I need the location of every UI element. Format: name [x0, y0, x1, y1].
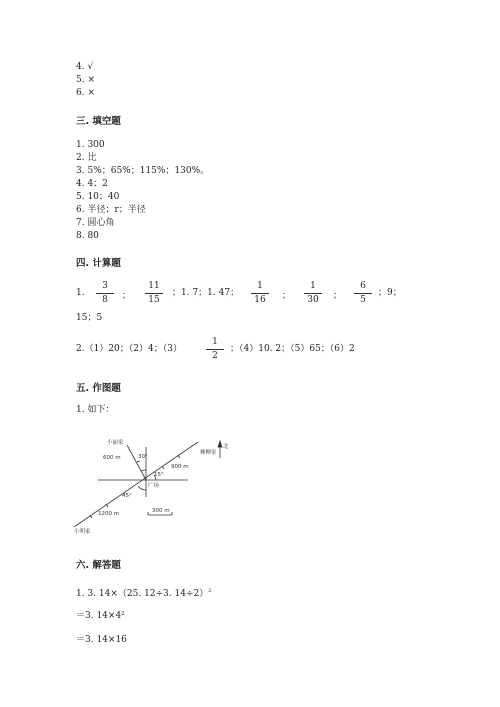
- separator: ；: [282, 291, 292, 301]
- section-title: 五. 作图题: [76, 383, 121, 394]
- label-liuliu: 柳柳家: [200, 450, 217, 456]
- answer-line: 4. √: [76, 62, 94, 72]
- label-xiaoming: 小明家: [74, 529, 91, 535]
- label-scale: 300 m: [152, 508, 170, 514]
- section-title: 六. 解答题: [76, 560, 121, 571]
- separator: ；: [122, 291, 132, 301]
- label-600m: 600 m: [103, 455, 121, 461]
- fraction: 11 15: [145, 281, 163, 306]
- liuliu-xiaoming-line: [74, 442, 198, 527]
- label-1200m: 1200 m: [98, 511, 120, 517]
- section-title: 三. 填空题: [76, 116, 121, 127]
- answer-line: 3. 5%；65%；115%；130%。: [76, 166, 210, 176]
- answer-text: ；1. 7；1. 47；: [172, 288, 240, 298]
- answer-line: 5. 10；40: [76, 192, 120, 202]
- fraction: 1 2: [206, 337, 224, 362]
- answer-line: 6. ×: [76, 88, 95, 98]
- fraction: 6 5: [354, 281, 372, 306]
- answer-text: 15；5: [76, 313, 103, 323]
- label-xiaoli: 小丽家: [107, 440, 124, 446]
- solution-line: ＝3. 14×16: [76, 635, 127, 645]
- solution-expression: 1. 3. 14×（25. 12÷3. 14÷2）: [76, 589, 209, 599]
- label-north: 北: [223, 444, 229, 450]
- fraction: 3 8: [96, 281, 114, 306]
- answer-line: 1. 如下：: [76, 405, 115, 415]
- label-15deg: 15°: [154, 472, 164, 478]
- answer-line: 4. 4；2: [76, 179, 108, 189]
- answer-line: 7. 圆心角: [76, 218, 115, 228]
- answer-line: 6. 半径；r；半径: [76, 205, 146, 215]
- solution-line: [76, 586, 211, 600]
- answer-line: 5. ×: [76, 75, 95, 85]
- solution-line: ＝3. 14×4²: [76, 611, 125, 621]
- answer-text: ；9；: [378, 288, 402, 298]
- label-45deg: 45°: [122, 493, 132, 499]
- fraction: 1 30: [304, 281, 322, 306]
- answer-text: 2.（1）20；（2）4；（3）: [76, 344, 182, 354]
- answer-line: 1. 300: [76, 140, 105, 150]
- section-title: 四. 计算题: [76, 258, 121, 269]
- fraction: 1 16: [251, 281, 269, 306]
- answer-text: ；（4）10. 2；（5）65；（6）2: [230, 344, 355, 354]
- question-number: 1.: [76, 288, 85, 298]
- label-guangchang: 广场: [148, 483, 160, 489]
- answer-line: 2. 比: [76, 153, 97, 163]
- exponent: 2: [208, 588, 212, 594]
- label-30deg: 30°: [138, 454, 148, 460]
- xiaoli-direction-line: [127, 445, 146, 480]
- direction-map-diagram: [60, 425, 245, 540]
- separator: ；: [333, 291, 343, 301]
- answer-line: 8. 80: [76, 231, 99, 241]
- label-900m: 900 m: [171, 464, 189, 470]
